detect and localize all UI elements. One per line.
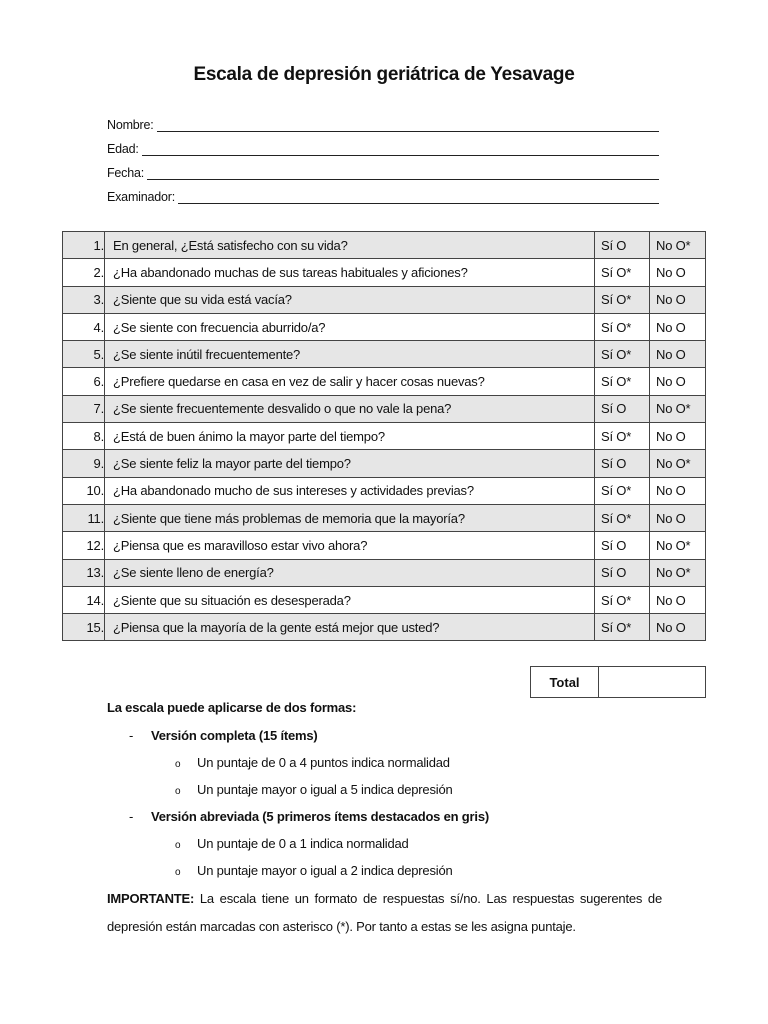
question-text: ¿Siente que su vida está vacía? xyxy=(105,286,595,313)
short-version-item xyxy=(129,809,489,824)
question-row xyxy=(63,259,706,286)
question-text: ¿Ha abandonado mucho de sus intereses y actividades previas? xyxy=(105,477,595,504)
full-rule-1 xyxy=(175,755,450,770)
answer-yes[interactable]: Sí O xyxy=(595,395,650,422)
question-row xyxy=(63,614,706,641)
full-rule-2 xyxy=(175,782,453,797)
question-number: 14. xyxy=(63,586,105,613)
answer-yes[interactable]: Sí O* xyxy=(595,368,650,395)
total-label: Total xyxy=(531,667,599,698)
important-note xyxy=(107,885,662,941)
answer-yes[interactable]: Sí O xyxy=(595,532,650,559)
examiner-label: Examinador: xyxy=(107,190,175,204)
important-text: La escala tiene un formato de respuestas sí/no. Las respuestas sugerentes de depresión están marcadas con asterisco (*). Por tanto a estas se les asigna puntaje. xyxy=(107,891,662,934)
question-number: 9. xyxy=(63,450,105,477)
question-text: ¿Piensa que es maravilloso estar vivo ahora? xyxy=(105,532,595,559)
answer-no[interactable]: No O* xyxy=(650,559,706,586)
question-row xyxy=(63,532,706,559)
question-row xyxy=(63,232,706,259)
question-number: 11. xyxy=(63,504,105,531)
dash-bullet: - xyxy=(129,809,134,824)
answer-no[interactable]: No O* xyxy=(650,450,706,477)
answer-no[interactable]: No O xyxy=(650,368,706,395)
answer-yes[interactable]: Sí O xyxy=(595,559,650,586)
answer-no[interactable]: No O xyxy=(650,286,706,313)
question-row xyxy=(63,368,706,395)
question-row xyxy=(63,286,706,313)
question-number: 15. xyxy=(63,614,105,641)
full-rule-1-text: Un puntaje de 0 a 4 puntos indica normalidad xyxy=(197,755,450,770)
answer-no[interactable]: No O* xyxy=(650,232,706,259)
full-version-label: Versión completa (15 ítems) xyxy=(151,728,318,743)
short-rule-1-text: Un puntaje de 0 a 1 indica normalidad xyxy=(197,836,409,851)
question-number: 5. xyxy=(63,341,105,368)
question-text: ¿Prefiere quedarse en casa en vez de salir y hacer cosas nuevas? xyxy=(105,368,595,395)
name-label: Nombre: xyxy=(107,118,154,132)
name-line[interactable] xyxy=(157,117,659,132)
circle-bullet: o xyxy=(175,759,181,770)
question-number: 7. xyxy=(63,395,105,422)
answer-no[interactable]: No O xyxy=(650,586,706,613)
question-row xyxy=(63,504,706,531)
question-row xyxy=(63,313,706,340)
total-box xyxy=(530,666,706,698)
question-text: ¿Siente que tiene más problemas de memoria que la mayoría? xyxy=(105,504,595,531)
answer-no[interactable]: No O xyxy=(650,504,706,531)
notes-heading: La escala puede aplicarse de dos formas: xyxy=(107,700,357,715)
question-number: 4. xyxy=(63,313,105,340)
question-row xyxy=(63,586,706,613)
total-value-cell[interactable] xyxy=(599,667,706,698)
circle-bullet: o xyxy=(175,867,181,878)
answer-no[interactable]: No O xyxy=(650,477,706,504)
answer-yes[interactable]: Sí O* xyxy=(595,504,650,531)
question-number: 12. xyxy=(63,532,105,559)
important-label: IMPORTANTE: xyxy=(107,891,195,906)
age-line[interactable] xyxy=(142,141,659,156)
questions-table xyxy=(62,231,706,641)
date-label: Fecha: xyxy=(107,166,145,180)
examiner-line[interactable] xyxy=(178,189,659,204)
question-number: 6. xyxy=(63,368,105,395)
patient-fields xyxy=(107,108,659,204)
short-version-label: Versión abreviada (5 primeros ítems destacados en gris) xyxy=(151,809,489,824)
question-number: 3. xyxy=(63,286,105,313)
dash-bullet: - xyxy=(129,728,134,743)
date-field[interactable] xyxy=(107,156,659,180)
age-label: Edad: xyxy=(107,142,139,156)
answer-no[interactable]: No O* xyxy=(650,532,706,559)
answer-no[interactable]: No O xyxy=(650,614,706,641)
answer-yes[interactable]: Sí O* xyxy=(595,286,650,313)
question-number: 8. xyxy=(63,423,105,450)
page-title: Escala de depresión geriátrica de Yesavage xyxy=(193,64,575,85)
question-row xyxy=(63,423,706,450)
question-number: 1. xyxy=(63,232,105,259)
answer-yes[interactable]: Sí O xyxy=(595,232,650,259)
full-version-item xyxy=(129,728,318,743)
question-row xyxy=(63,450,706,477)
answer-yes[interactable]: Sí O* xyxy=(595,341,650,368)
name-field[interactable] xyxy=(107,108,659,132)
answer-no[interactable]: No O xyxy=(650,341,706,368)
examiner-field[interactable] xyxy=(107,180,659,204)
question-row xyxy=(63,477,706,504)
answer-yes[interactable]: Sí O* xyxy=(595,477,650,504)
question-text: ¿Se siente con frecuencia aburrido/a? xyxy=(105,313,595,340)
answer-yes[interactable]: Sí O* xyxy=(595,423,650,450)
question-text: ¿Se siente feliz la mayor parte del tiempo? xyxy=(105,450,595,477)
short-rule-2 xyxy=(175,863,453,878)
answer-no[interactable]: No O xyxy=(650,423,706,450)
age-field[interactable] xyxy=(107,132,659,156)
question-number: 2. xyxy=(63,259,105,286)
question-text: ¿Está de buen ánimo la mayor parte del tiempo? xyxy=(105,423,595,450)
question-text: ¿Se siente lleno de energía? xyxy=(105,559,595,586)
question-number: 13. xyxy=(63,559,105,586)
question-text: ¿Se siente frecuentemente desvalido o que no vale la pena? xyxy=(105,395,595,422)
answer-yes[interactable]: Sí O xyxy=(595,450,650,477)
date-line[interactable] xyxy=(147,165,659,180)
circle-bullet: o xyxy=(175,840,181,851)
answer-no[interactable]: No O* xyxy=(650,395,706,422)
answer-yes[interactable]: Sí O* xyxy=(595,586,650,613)
answer-no[interactable]: No O xyxy=(650,259,706,286)
question-row xyxy=(63,395,706,422)
question-text: ¿Siente que su situación es desesperada? xyxy=(105,586,595,613)
circle-bullet: o xyxy=(175,786,181,797)
answer-yes[interactable]: Sí O* xyxy=(595,313,650,340)
short-rule-1 xyxy=(175,836,409,851)
answer-yes[interactable]: Sí O* xyxy=(595,259,650,286)
short-rule-2-text: Un puntaje mayor o igual a 2 indica depresión xyxy=(197,863,453,878)
answer-no[interactable]: No O xyxy=(650,313,706,340)
answer-yes[interactable]: Sí O* xyxy=(595,614,650,641)
question-text: ¿Piensa que la mayoría de la gente está mejor que usted? xyxy=(105,614,595,641)
question-number: 10. xyxy=(63,477,105,504)
question-row xyxy=(63,559,706,586)
question-text: ¿Ha abandonado muchas de sus tareas habituales y aficiones? xyxy=(105,259,595,286)
question-text: ¿Se siente inútil frecuentemente? xyxy=(105,341,595,368)
question-row xyxy=(63,341,706,368)
question-text: En general, ¿Está satisfecho con su vida? xyxy=(105,232,595,259)
full-rule-2-text: Un puntaje mayor o igual a 5 indica depresión xyxy=(197,782,453,797)
